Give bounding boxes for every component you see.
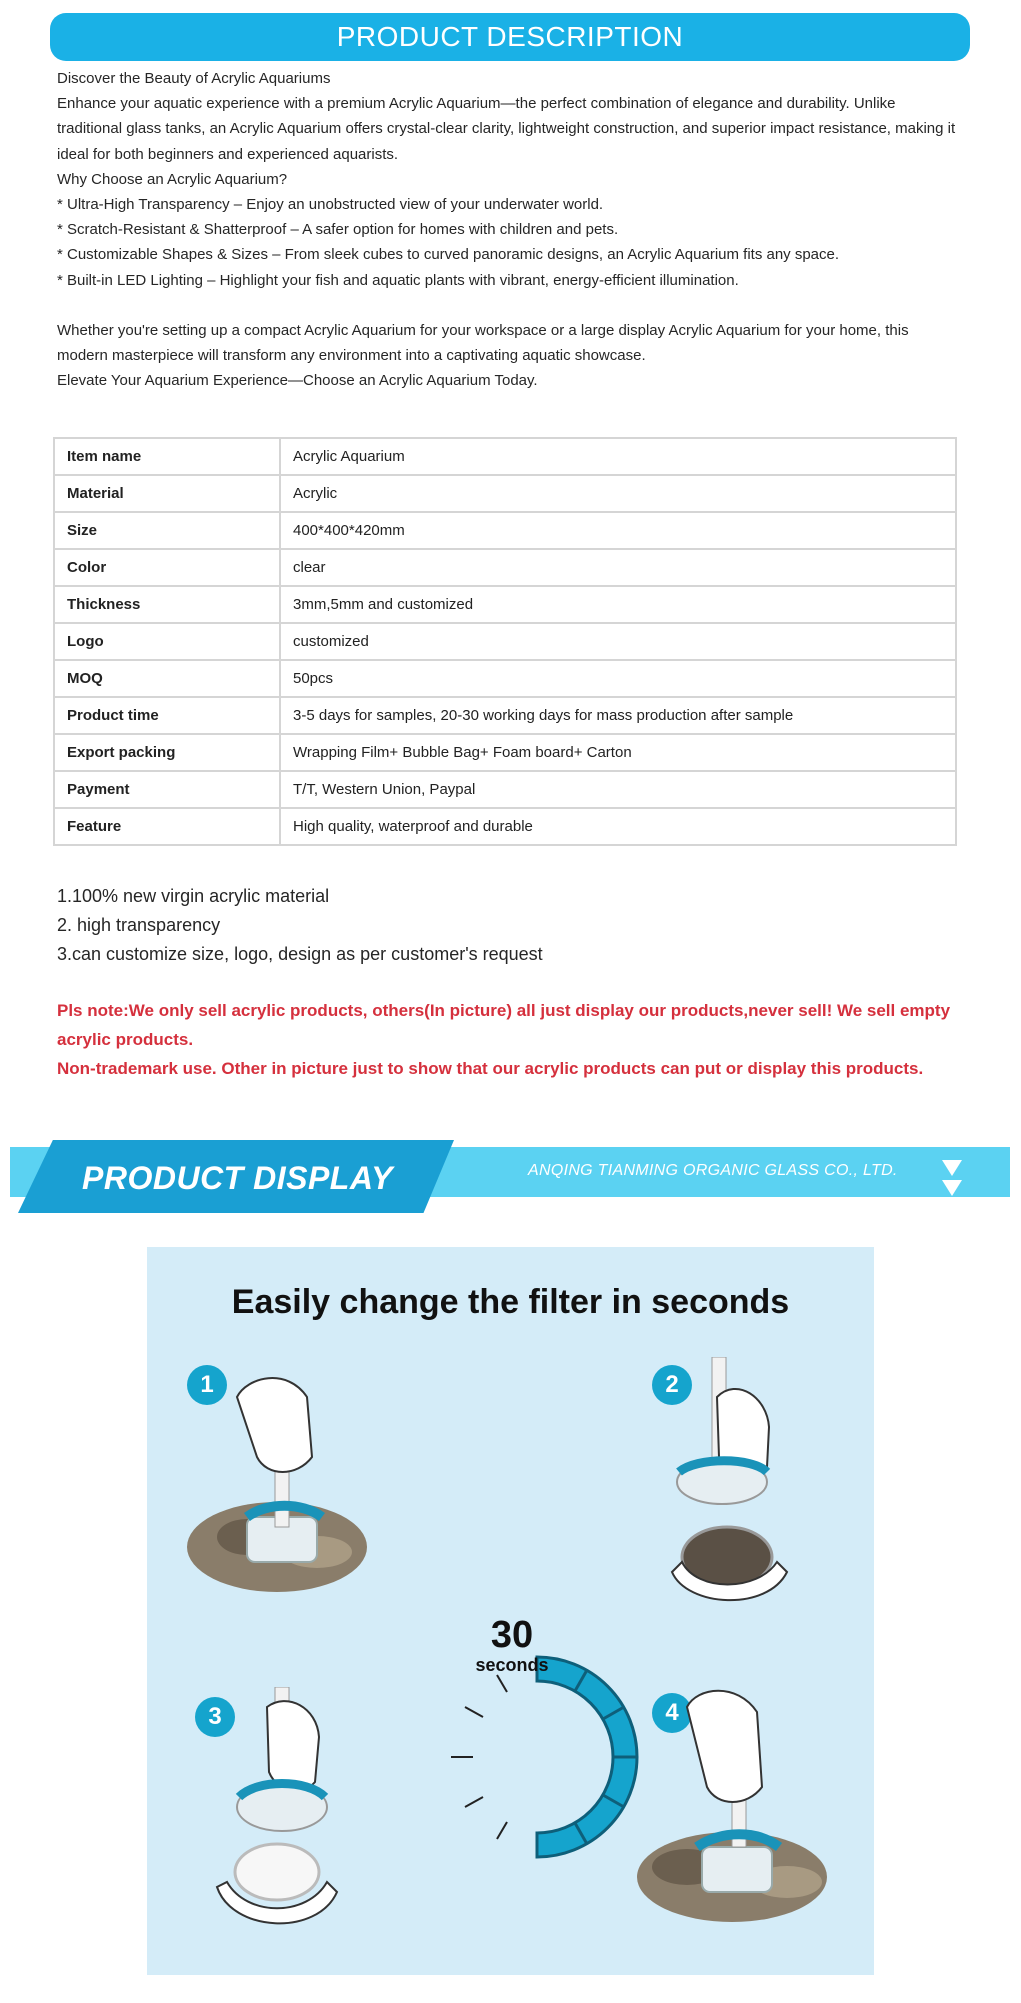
- table-row: [54, 623, 956, 660]
- spec-value: T/T, Western Union, Paypal: [280, 771, 956, 808]
- table-row: [54, 586, 956, 623]
- spec-key: Thickness: [54, 586, 280, 623]
- spec-key: Material: [54, 475, 280, 512]
- bullet-item: * Scratch-Resistant & Shatterproof – A safer option for homes with children and pets.: [57, 221, 619, 239]
- timer-readout: [447, 1615, 577, 1675]
- outro-paragraph: Whether you're setting up a compact Acrylic Aquarium for your workspace or a large display Acrylic Aquarium for your home, this modern masterpiece will transform any environment into a captivating aquatic showcase.: [57, 321, 909, 365]
- why-title: Why Choose an Acrylic Aquarium?: [57, 170, 288, 188]
- list-item: 1.100% new virgin acrylic material: [57, 886, 330, 906]
- note-line: Non-trademark use. Other in picture just to show that our acrylic products can put or display this products.: [57, 1059, 924, 1078]
- filter-change-infographic: [147, 1247, 874, 1975]
- infographic-title: Easily change the filter in seconds: [231, 1283, 790, 1321]
- spec-value: 3-5 days for samples, 20-30 working days for mass production after sample: [280, 697, 956, 734]
- table-row: [54, 734, 956, 771]
- feature-list: [57, 882, 543, 969]
- step-4-illustration: [627, 1687, 837, 1937]
- step-badge: 4: [652, 1693, 692, 1733]
- table-row: [54, 549, 956, 586]
- step-2-illustration: [657, 1357, 797, 1627]
- table-row: [54, 771, 956, 808]
- step-badge: 2: [652, 1365, 692, 1405]
- table-row: [54, 660, 956, 697]
- sales-note: [57, 996, 957, 1083]
- product-description-header: PRODUCT DESCRIPTION: [50, 13, 970, 61]
- spec-value: Wrapping Film+ Bubble Bag+ Foam board+ Carton: [280, 734, 956, 771]
- step-badge: 1: [187, 1365, 227, 1405]
- list-item: 2. high transparency: [57, 915, 221, 935]
- spec-key: Payment: [54, 771, 280, 808]
- product-display-title: PRODUCT DISPLAY: [82, 1160, 393, 1196]
- spec-key: Product time: [54, 697, 280, 734]
- spec-value: 50pcs: [280, 660, 956, 697]
- step-badge: 3: [195, 1697, 235, 1737]
- spec-value: 3mm,5mm and customized: [280, 586, 956, 623]
- table-row: [54, 808, 956, 845]
- spec-value: clear: [280, 549, 956, 586]
- spec-key: Feature: [54, 808, 280, 845]
- step-1-illustration: [177, 1367, 377, 1607]
- spec-key: MOQ: [54, 660, 280, 697]
- spec-value: customized: [280, 623, 956, 660]
- bullet-item: * Built-in LED Lighting – Highlight your fish and aquatic plants with vibrant, energy-efficient illumination.: [57, 271, 739, 289]
- spec-key: Item name: [54, 438, 280, 475]
- bullet-item: * Ultra-High Transparency – Enjoy an unobstructed view of your underwater world.: [57, 196, 604, 214]
- company-name: ANQING TIANMING ORGANIC GLASS CO., LTD.: [528, 1162, 898, 1179]
- spec-value: High quality, waterproof and durable: [280, 808, 956, 845]
- spec-key: Export packing: [54, 734, 280, 771]
- list-item: 3.can customize size, logo, design as per customer's request: [57, 944, 543, 964]
- intro-paragraph: Enhance your aquatic experience with a premium Acrylic Aquarium—the perfect combination of elegance and durability. Unlike traditional glass tanks, an Acrylic Aquarium offers crystal-clear clarity, lightweight construction, and superior impact resistance, making it ideal for both beginners and experienced aquarists.: [57, 95, 956, 163]
- double-chevron-down-icon: [940, 1158, 964, 1200]
- spec-table: [53, 437, 957, 846]
- spec-key: Size: [54, 512, 280, 549]
- spec-value: Acrylic: [280, 475, 956, 512]
- table-row: [54, 438, 956, 475]
- outro-cta: Elevate Your Aquarium Experience—Choose an Acrylic Aquarium Today.: [57, 372, 538, 390]
- table-row: [54, 697, 956, 734]
- table-row: [54, 512, 956, 549]
- bullet-item: * Customizable Shapes & Sizes – From sleek cubes to curved panoramic designs, an Acrylic Aquarium fits any space.: [57, 246, 840, 264]
- table-row: [54, 475, 956, 512]
- spec-key: Color: [54, 549, 280, 586]
- timer-value: 30: [490, 1614, 534, 1656]
- note-line: Pls note:We only sell acrylic products, others(In picture) all just display our products,never sell! We sell empty acrylic products.: [57, 1001, 951, 1049]
- spec-key: Logo: [54, 623, 280, 660]
- product-intro: [57, 66, 962, 393]
- step-3-illustration: [207, 1687, 357, 1937]
- intro-title: Discover the Beauty of Acrylic Aquariums: [57, 70, 331, 87]
- timer-unit: seconds: [475, 1655, 549, 1675]
- spec-value: 400*400*420mm: [280, 512, 956, 549]
- spec-value: Acrylic Aquarium: [280, 438, 956, 475]
